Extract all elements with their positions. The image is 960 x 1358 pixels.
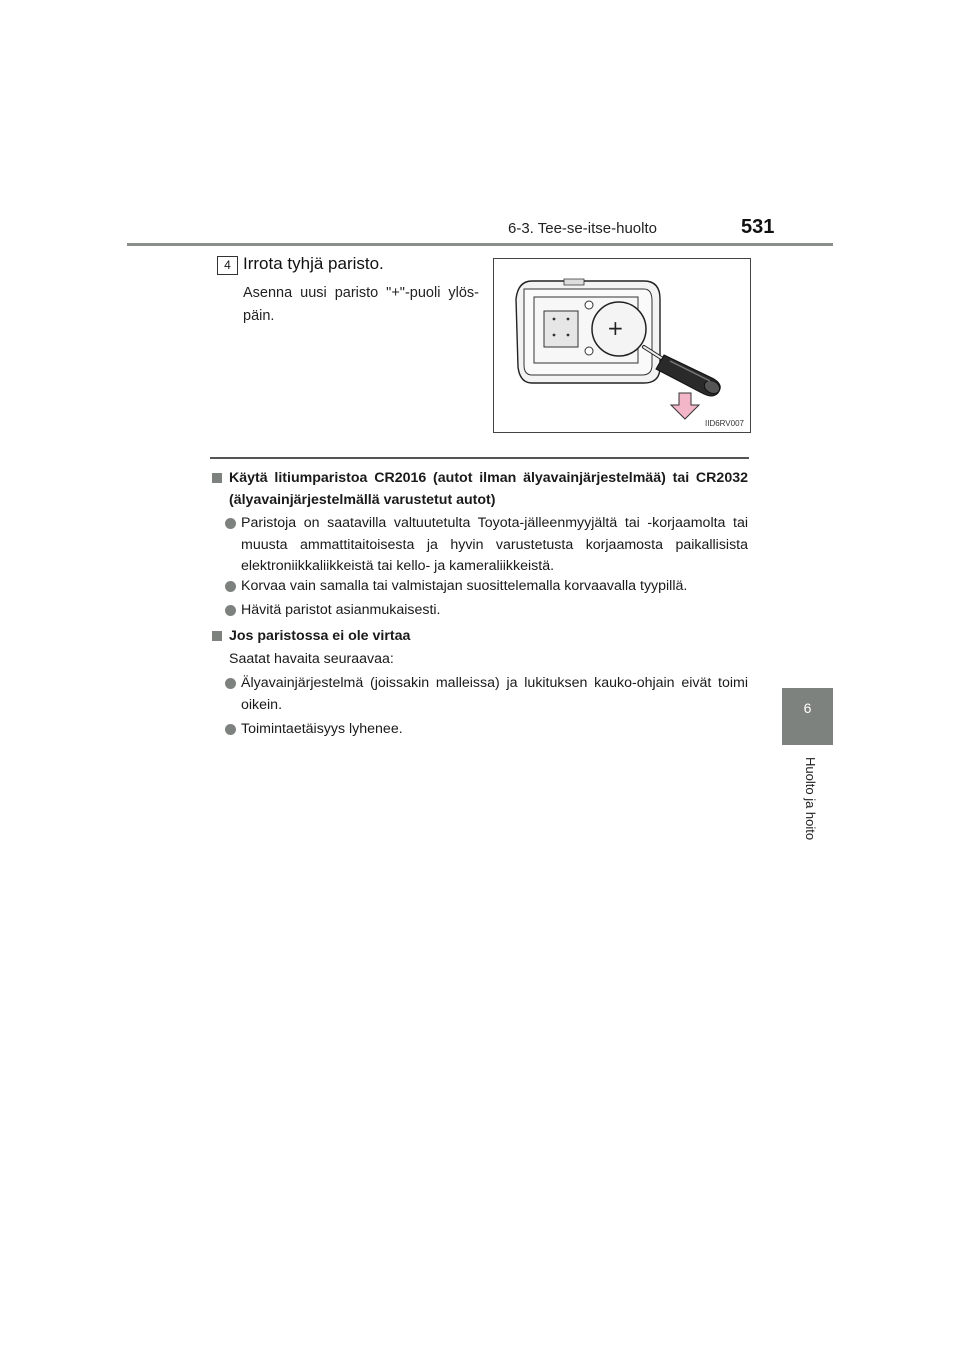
step-body: Asenna uusi paristo "+"-puoli ylös-päin.: [243, 285, 479, 324]
bullet-item: Toimintaetäisyys lyhenee.: [212, 719, 748, 741]
section-divider: [210, 457, 749, 459]
page-number: 531: [741, 216, 775, 238]
note-heading: Jos paristossa ei ole virtaa: [212, 626, 748, 648]
step-number: 4: [217, 256, 238, 275]
round-bullet-icon: [225, 724, 236, 735]
key-battery-screwdriver-illustration: [494, 259, 750, 432]
note-heading: Käytä litiumparistoa CR2016 (autot ilman älyavainjärjestelmää) tai CR2032 (älyavainjärjestelmällä varustetut autot): [212, 468, 748, 511]
step-title: Irrota tyhjä paristo.: [243, 254, 384, 273]
battery-plus: +: [607, 316, 624, 340]
chapter-tab: [782, 688, 833, 745]
round-bullet-icon: [225, 518, 236, 529]
square-bullet-icon: [212, 473, 222, 483]
round-bullet-icon: [225, 581, 236, 592]
figure-code: IID6RV007: [705, 419, 744, 428]
chapter-label: Huolto ja hoito: [803, 757, 818, 841]
bullet-item: Korvaa vain samalla tai valmistajan suosittelemalla korvaavalla tyypillä.: [212, 576, 748, 598]
section-title: 6-3. Tee-se-itse-huolto: [508, 220, 657, 237]
square-bullet-icon: [212, 631, 222, 641]
header-rule: [127, 243, 833, 246]
bullet-item: Paristoja on saatavilla valtuutetulta Toyota-jälleenmyyjältä tai -korjaamolta tai muusta ammattitaitoisesta ja hyvin varustetusta korjaamosta paikallisista elektroniikkaliikkeistä tai kello- ja kameraliikkeistä.: [212, 513, 748, 578]
round-bullet-icon: [225, 678, 236, 689]
note-paragraph: Saatat havaita seuraavaa:: [229, 651, 394, 667]
chapter-number: 6: [803, 700, 812, 716]
battery-figure: [493, 258, 751, 433]
round-bullet-icon: [225, 605, 236, 616]
bullet-item: Älyavainjärjestelmä (joissakin malleissa) ja lukituksen kauko-ohjain eivät toimi oikein.: [212, 673, 748, 716]
bullet-item: Hävitä paristot asianmukaisesti.: [212, 600, 748, 622]
